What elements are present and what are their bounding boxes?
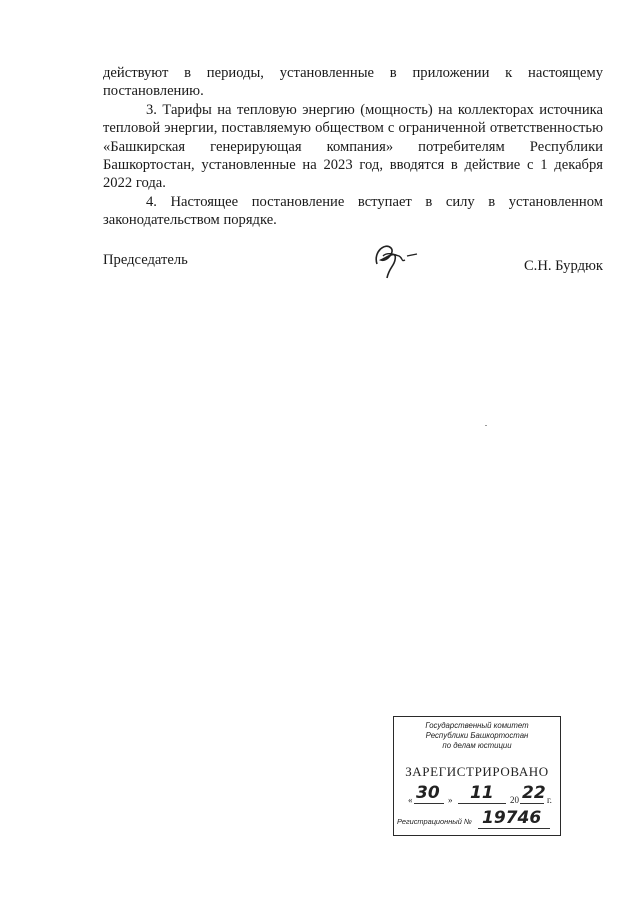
stamp-date	[408, 785, 558, 807]
year-prefix: 20	[510, 795, 519, 805]
year-underline	[520, 803, 544, 804]
stamp-header-line: Республики Башкортостан	[425, 731, 529, 740]
year-abbr: г.	[547, 795, 552, 805]
day-underline	[414, 803, 444, 804]
quote-close: »	[448, 795, 453, 805]
stamp-month: 11	[470, 783, 494, 803]
document-body	[103, 64, 603, 230]
signatory-role: Председатель	[103, 252, 188, 268]
scan-speck	[485, 425, 487, 426]
registration-stamp	[393, 716, 561, 836]
reg-number: 19746	[482, 808, 542, 828]
stamp-day: 30	[416, 783, 440, 803]
stamp-registered-label: ЗАРЕГИСТРИРОВАНО	[405, 764, 549, 779]
paragraph-item-3: 3. Тарифы на тепловую энергию (мощность) на коллекторах источника тепловой энергии, поставляемую обществом с ограниченной ответственностью «Башкирская генерирующая компания» потребителям Республики Башкортостан, установленные на 2023 год, вводятся в действие с 1 декабря 2022 года.	[103, 101, 603, 192]
reg-number-label: Регистрационный №	[397, 817, 472, 826]
reg-number-underline	[478, 828, 550, 829]
stamp-header-line: по делам юстиции	[442, 741, 512, 750]
stamp-year: 22	[522, 783, 546, 803]
signatory-name: С.Н. Бурдюк	[523, 258, 603, 274]
handwritten-signature	[365, 234, 425, 282]
stamp-header-line: Государственный комитет	[425, 721, 529, 730]
quote-open: «	[408, 795, 413, 805]
signature-block	[103, 248, 603, 278]
paragraph-continuation: действуют в периоды, установленные в приложении к настоящему постановлению.	[103, 65, 603, 100]
month-underline	[458, 803, 506, 804]
paragraph-item-4: 4. Настоящее постановление вступает в силу в установленном законодательством порядке.	[103, 193, 603, 229]
stamp-header	[394, 721, 560, 751]
